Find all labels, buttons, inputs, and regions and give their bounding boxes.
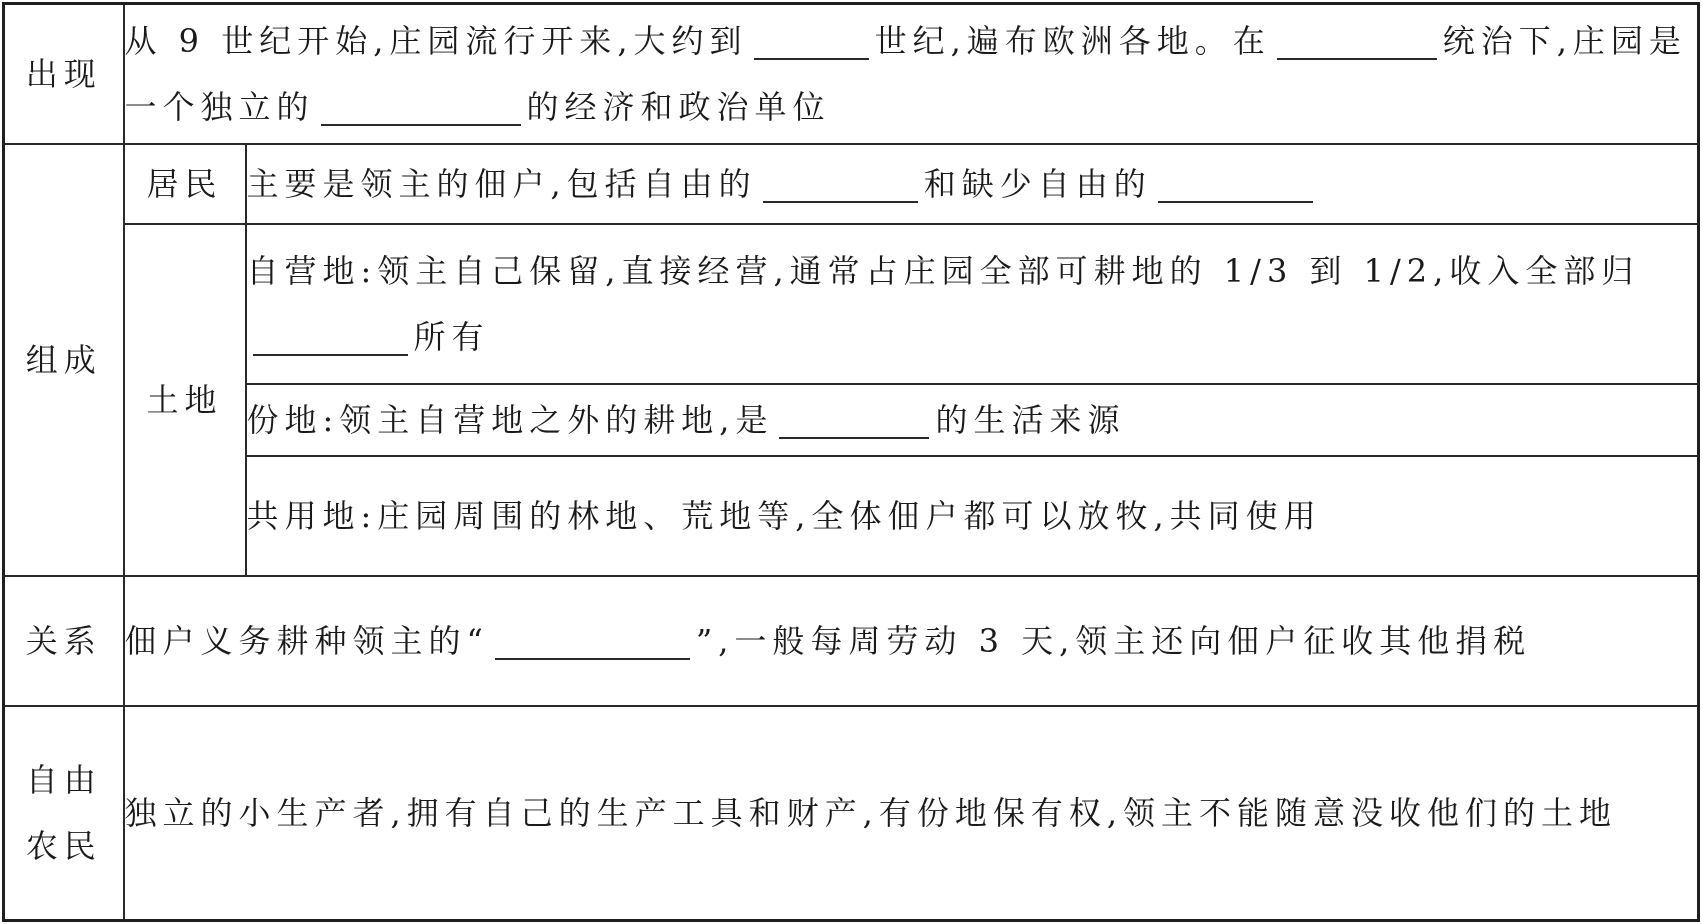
residents-content: [246, 144, 1699, 224]
blank-century[interactable]: [754, 22, 869, 60]
label-appearance: 出现: [4, 4, 124, 144]
label-free-peasants-line-1: 自由: [25, 760, 102, 799]
residents-text-1: 主要是领主的佃户,包括自由的: [246, 164, 757, 203]
label-relations: 关系: [4, 576, 124, 706]
manor-summary-sheet: [2, 2, 1697, 919]
appearance-content: [124, 4, 1699, 144]
row-relations: [4, 576, 1699, 706]
row-residents: [4, 144, 1699, 224]
manor-table: [2, 2, 1700, 922]
blank-allotment-holder[interactable]: [779, 401, 929, 439]
common-land-content: 共用地:庄园周围的林地、荒地等,全体佃户都可以放牧,共同使用: [246, 456, 1699, 576]
label-composition: 组成: [4, 144, 124, 576]
allotment-content: [246, 384, 1699, 456]
label-residents: 居民: [124, 144, 246, 224]
row-free-peasants: [4, 706, 1699, 921]
residents-text-2: 和缺少自由的: [923, 164, 1152, 203]
demesne-text-1: 自营地:领主自己保留,直接经营,通常占庄园全部可耕地的 1/3 到 1/2,收入全部归: [246, 251, 1640, 290]
label-free-peasants: [4, 706, 124, 921]
allotment-text-2: 的生活来源: [935, 400, 1126, 439]
relations-text-1: 佃户义务耕种领主的“: [124, 621, 489, 660]
label-land: 土地: [124, 224, 246, 576]
blank-labor-service[interactable]: [495, 622, 690, 660]
row-demesne: [4, 224, 1699, 384]
label-free-peasants-line-2: 农民: [25, 826, 102, 865]
appearance-text-2: 世纪,遍布欧洲各地。在: [874, 21, 1271, 60]
appearance-text-1: 从 9 世纪开始,庄园流行开来,大约到: [124, 21, 748, 60]
blank-demesne-owner[interactable]: [253, 318, 408, 356]
blank-ruler[interactable]: [1277, 22, 1437, 60]
allotment-text-1: 份地:领主自营地之外的耕地,是: [246, 400, 774, 439]
demesne-content: [246, 224, 1699, 384]
demesne-text-2: 所有: [413, 317, 490, 356]
relations-content: [124, 576, 1699, 706]
blank-free-tenants[interactable]: [763, 165, 918, 203]
blank-independent-unit[interactable]: [321, 88, 521, 126]
row-common-land: [4, 456, 1699, 576]
row-allotment: [4, 384, 1699, 456]
relations-text-2: ”,一般每周劳动 3 天,领主还向佃户征收其他捐税: [695, 621, 1532, 660]
free-peasants-content: 独立的小生产者,拥有自己的生产工具和财产,有份地保有权,领主不能随意没收他们的土地: [124, 706, 1699, 921]
appearance-text-4: 的经济和政治单位: [526, 87, 831, 126]
blank-unfree-tenants[interactable]: [1158, 165, 1313, 203]
row-appearance: [4, 4, 1699, 144]
appearance-text-3: 统治下,庄园是一个独立的: [124, 21, 1687, 126]
